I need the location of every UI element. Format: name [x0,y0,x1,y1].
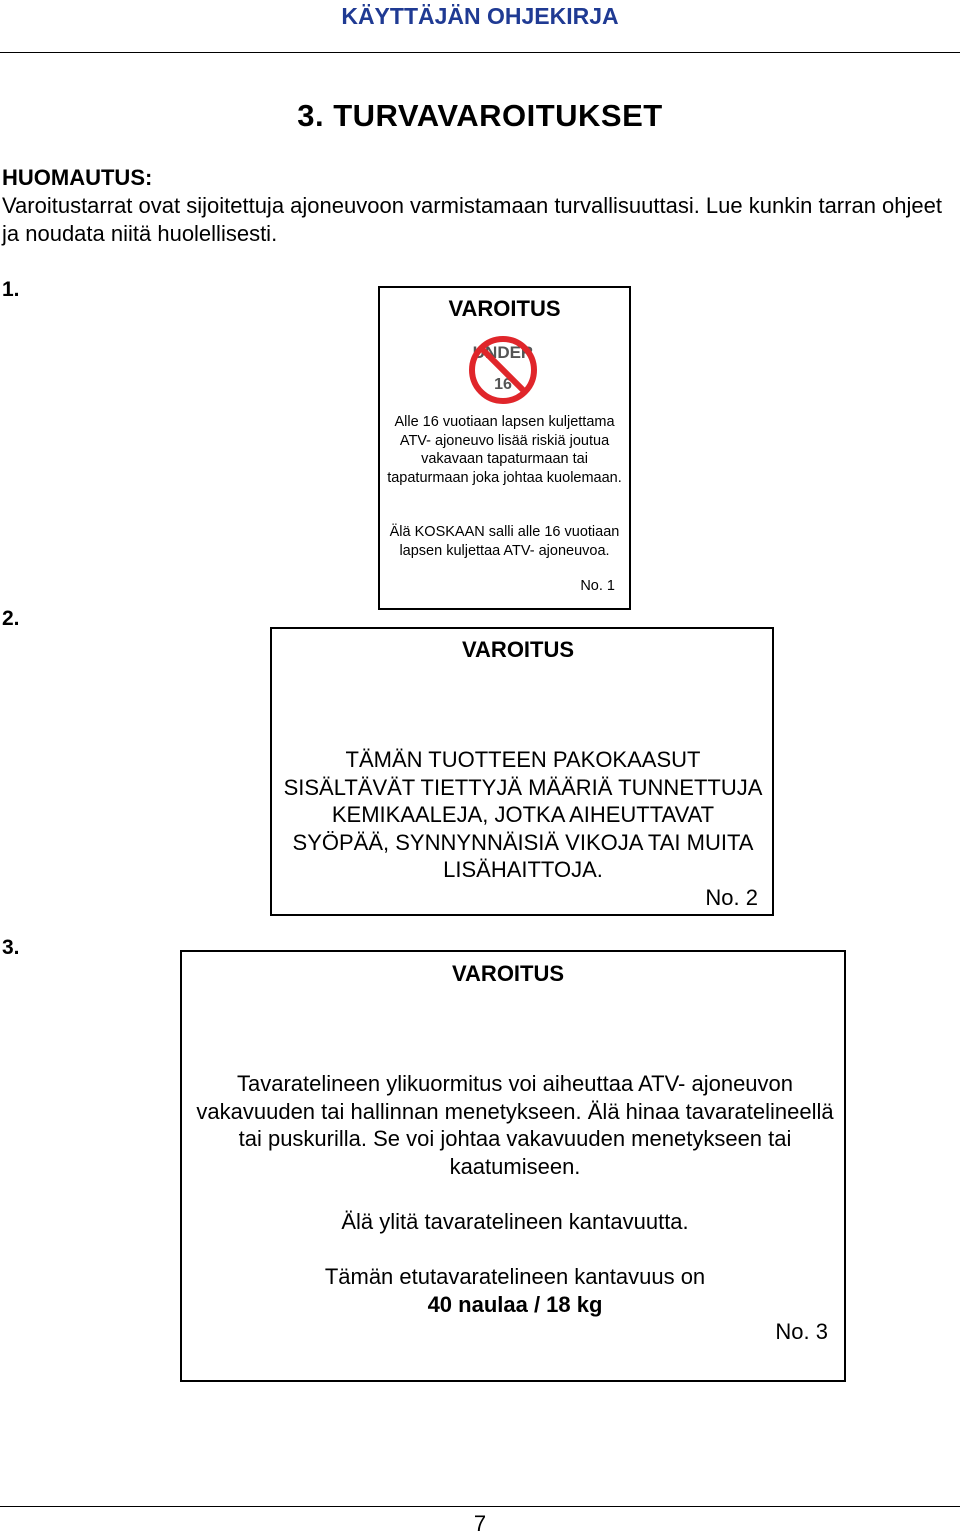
page-number: 7 [473,1511,487,1536]
section-title: 3. TURVAVAROITUKSET [297,98,663,133]
warning-label-1-title: VAROITUS [448,296,561,321]
warning-label-3-instruction: Älä ylitä tavaratelineen kantavuutta. [341,1209,689,1234]
footer-divider [0,1506,960,1507]
warning-label-1 [378,286,631,610]
notice-text: Varoitustarrat ovat sijoitettuja ajoneuvoon varmistamaan turvallisuuttasi. Lue kunkin tarran ohjeet ja noudata niitä huolellisesti. [2,193,942,246]
warning-label-2-text: TÄMÄN TUOTTEEN PAKOKAASUT SISÄLTÄVÄT TIETTYJÄ MÄÄRIÄ TUNNETTUJA KEMIKAALEJA, JOTKA AIHEUTTAVAT SYÖPÄÄ, SYNNYNNÄISIÄ VIKOJA TAI MUITA LISÄHAITTOJA. [283,747,763,882]
under-16-prohibition-icon [459,335,547,405]
warning-label-2-number: No. 2 [705,885,758,910]
warning-label-3-title: VAROITUS [452,961,565,986]
svg-text:16: 16 [494,376,512,393]
warning-label-2-title: VAROITUS [462,637,575,662]
warning-label-3-text: Tavaratelineen ylikuormitus voi aiheuttaa ATV- ajoneuvon vakavuuden tai hallinnan menetykseen. Älä hinaa tavaratelineellä tai puskurilla. Se voi johtaa vakavuuden menetykseen tai kaatumiseen. [196,1071,834,1179]
warning-label-3-number: No. 3 [775,1319,828,1344]
notice-label: HUOMAUTUS: [2,165,153,190]
capacity-value: 40 naulaa / 18 kg [427,1291,603,1317]
item-number-1: 1. [2,278,20,301]
warning-label-1-number: No. 1 [580,578,615,594]
warning-label-2 [270,627,774,916]
header-divider [0,52,960,53]
warning-label-3-capacity [192,1263,838,1318]
warning-label-3 [180,950,846,1382]
capacity-label: Tämän etutavaratelineen kantavuus on [324,1264,706,1289]
item-number-3: 3. [2,936,20,959]
warning-label-1-text: Alle 16 vuotiaan lapsen kuljettama ATV- ajoneuvo lisää riskiä joutua vakavaan tapaturmaan tai tapaturmaan joka johtaa kuolemaan. [387,414,622,486]
warning-label-1-instruction: Älä KOSKAAN salli alle 16 vuotiaan lapsen kuljettaa ATV- ajoneuvoa. [389,524,620,559]
manual-header-title: KÄYTTÄJÄN OHJEKIRJA [341,3,619,29]
item-number-2: 2. [2,607,20,630]
svg-text:UNDER: UNDER [472,343,534,362]
